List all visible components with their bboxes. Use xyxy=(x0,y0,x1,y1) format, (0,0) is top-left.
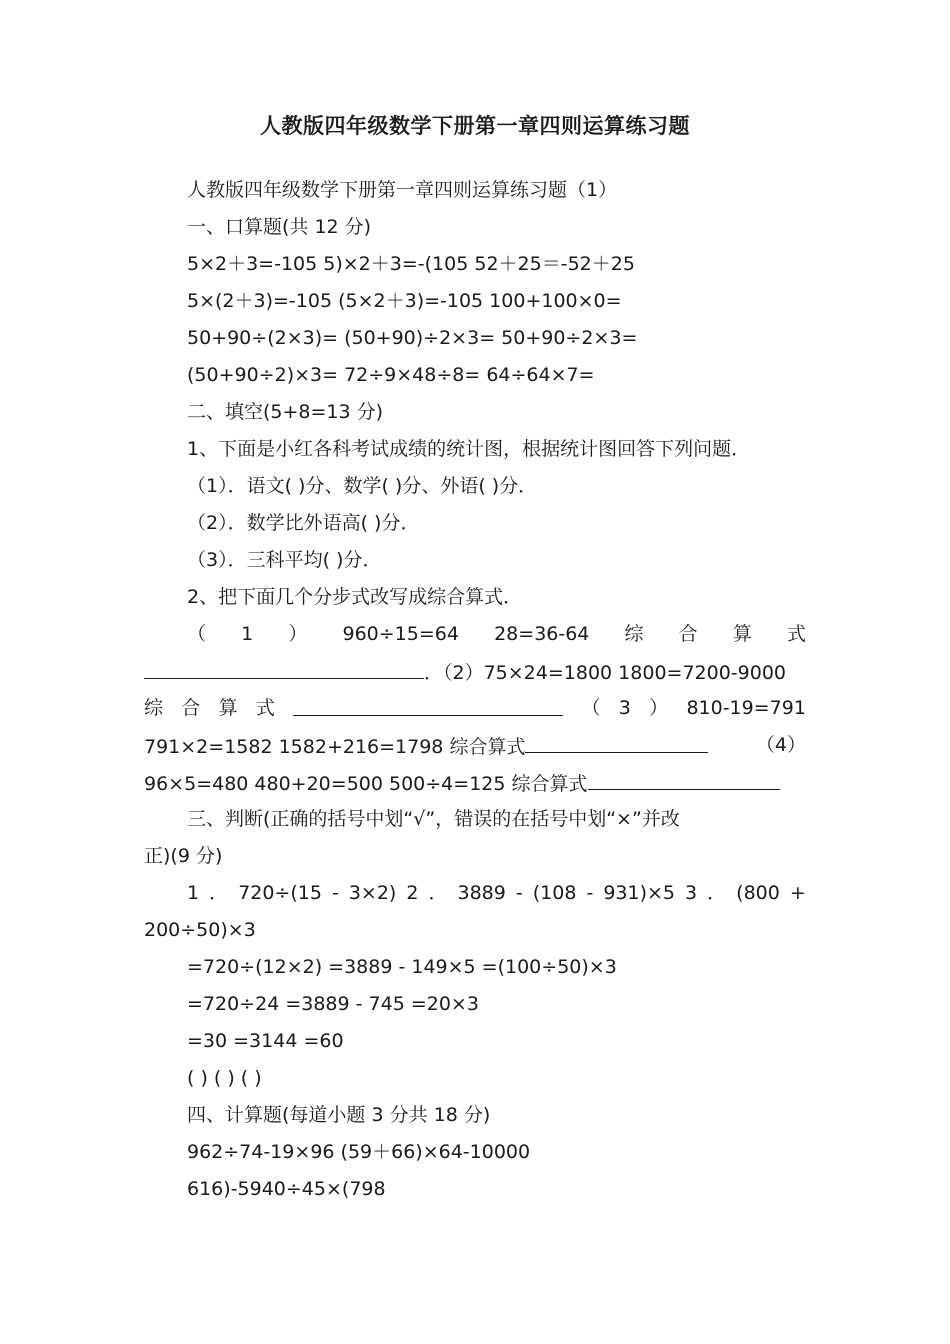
rewrite-row-3-token: 综 xyxy=(144,697,164,719)
section-3-heading: 三、判断(正确的括号中划“√”，错误的在括号中划“×”并改 xyxy=(187,808,680,830)
fill-question-1b: （2）．数学比外语高( )分． xyxy=(187,512,420,534)
rewrite-row-3 xyxy=(144,693,806,723)
judge-row-1-token: 2 xyxy=(406,882,419,904)
rewrite-row-5-text: 96×5=480 480+20=500 500÷4=125 综合算式 xyxy=(144,773,588,795)
oral-calc-row-4: (50+90÷2)×3= 72÷9×48÷8= 64÷64×7= xyxy=(187,364,595,386)
judge-row-1-token: 931)×5 xyxy=(603,882,675,904)
judge-row-1-token: ． xyxy=(209,882,229,904)
rewrite-row-4-main xyxy=(144,730,708,762)
rewrite-row-3-token: 式 xyxy=(255,697,275,719)
rewrite-row-1-token: 算 xyxy=(732,623,752,645)
rewrite-row-2 xyxy=(144,656,786,688)
rewrite-row-1-token: ） xyxy=(288,623,308,645)
rewrite-row-3-token: 810-19=791 xyxy=(686,697,806,719)
rewrite-row-1-token: 综 xyxy=(624,623,644,645)
subtitle: 人教版四年级数学下册第一章四则运算练习题（1） xyxy=(187,179,618,201)
rewrite-row-1 xyxy=(187,619,806,649)
rewrite-row-1-token: 1 xyxy=(241,623,254,645)
rewrite-row-1-token: 合 xyxy=(678,623,698,645)
judge-row-3: =720÷24 =3889 - 745 =20×3 xyxy=(187,993,479,1015)
calc-row-2: 616)-5940÷45×(798 xyxy=(187,1178,386,1200)
judge-row-1-token: (108 xyxy=(532,882,577,904)
rewrite-row-4-text: 791×2=1582 1582+216=1798 综合算式 xyxy=(144,736,526,758)
document-title: 人教版四年级数学下册第一章四则运算练习题 xyxy=(260,114,690,138)
section-4-heading: 四、计算题(每道小题 3 分共 18 分) xyxy=(187,1104,491,1126)
judge-row-1-token: + xyxy=(789,882,806,904)
judge-row-1-token: ． xyxy=(707,882,727,904)
judge-row-1-token: - xyxy=(515,882,523,904)
judge-row-1-token: 720÷(15 xyxy=(238,882,322,904)
rewrite-row-3-token: 合 xyxy=(181,697,201,719)
judge-row-2: =720÷(12×2) =3889 - 149×5 =(100÷50)×3 xyxy=(187,956,617,978)
section-1-heading: 一、口算题(共 12 分) xyxy=(187,216,372,238)
answer-blank xyxy=(144,656,424,679)
rewrite-row-2-text: ．（2）75×24=1800 1800=7200-9000 xyxy=(424,662,787,684)
calc-row-1: 962÷74-19×96 (59＋66)×64-10000 xyxy=(187,1141,531,1163)
answer-blank xyxy=(525,730,708,753)
judge-row-1-token: 3889 xyxy=(457,882,506,904)
judge-row-1-cont: 200÷50)×3 xyxy=(144,919,256,941)
oral-calc-row-2: 5×(2＋3)=-105 (5×2＋3)=-105 100+100×0= xyxy=(187,290,622,312)
rewrite-row-1-token: 28=36-64 xyxy=(494,623,590,645)
judge-row-4: =30 =3144 =60 xyxy=(187,1030,344,1052)
fill-question-1c: （3）．三科平均( )分． xyxy=(187,549,382,571)
rewrite-row-1-token: 960÷15=64 xyxy=(342,623,459,645)
rewrite-row-3-token: ） xyxy=(649,697,669,719)
rewrite-row-5 xyxy=(144,767,780,799)
judge-row-1 xyxy=(187,878,806,908)
rewrite-row-3-token: 3 xyxy=(618,697,631,719)
judge-row-1-token: ． xyxy=(428,882,448,904)
judge-answer-brackets: ( ) ( ) ( ) xyxy=(187,1067,262,1089)
judge-row-1-token: - xyxy=(331,882,339,904)
fill-question-2: 2、把下面几个分步式改写成综合算式． xyxy=(187,586,523,608)
answer-blank xyxy=(588,767,780,790)
rewrite-row-1-token: 式 xyxy=(786,623,806,645)
answer-blank xyxy=(293,693,563,716)
judge-row-1-token: 3 xyxy=(685,882,698,904)
rewrite-row-1-token: （ xyxy=(187,623,207,645)
rewrite-row-3-token: （ xyxy=(581,697,601,719)
oral-calc-row-3: 50+90÷(2×3)= (50+90)÷2×3= 50+90÷2×3= xyxy=(187,327,638,349)
oral-calc-row-1: 5×2＋3=-105 5)×2＋3=-(105 52＋25＝-52＋25 xyxy=(187,253,635,275)
judge-row-1-token: 3×2) xyxy=(348,882,397,904)
rewrite-row-4-label: （4） xyxy=(755,734,806,756)
judge-row-1-token: 1 xyxy=(187,882,200,904)
rewrite-row-3-token: 算 xyxy=(218,697,238,719)
judge-row-1-token: - xyxy=(586,882,594,904)
fill-question-1a: （1）．语文( )分、数学( )分、外语( )分． xyxy=(187,475,538,497)
judge-row-1-token: (800 xyxy=(736,882,780,904)
rewrite-row-4 xyxy=(144,730,806,762)
section-2-heading: 二、填空(5+8=13 分) xyxy=(187,401,384,423)
section-3-heading-cont: 正)(9 分) xyxy=(144,845,223,867)
fill-question-1: 1、下面是小红各科考试成绩的统计图，根据统计图回答下列问题． xyxy=(187,438,751,460)
